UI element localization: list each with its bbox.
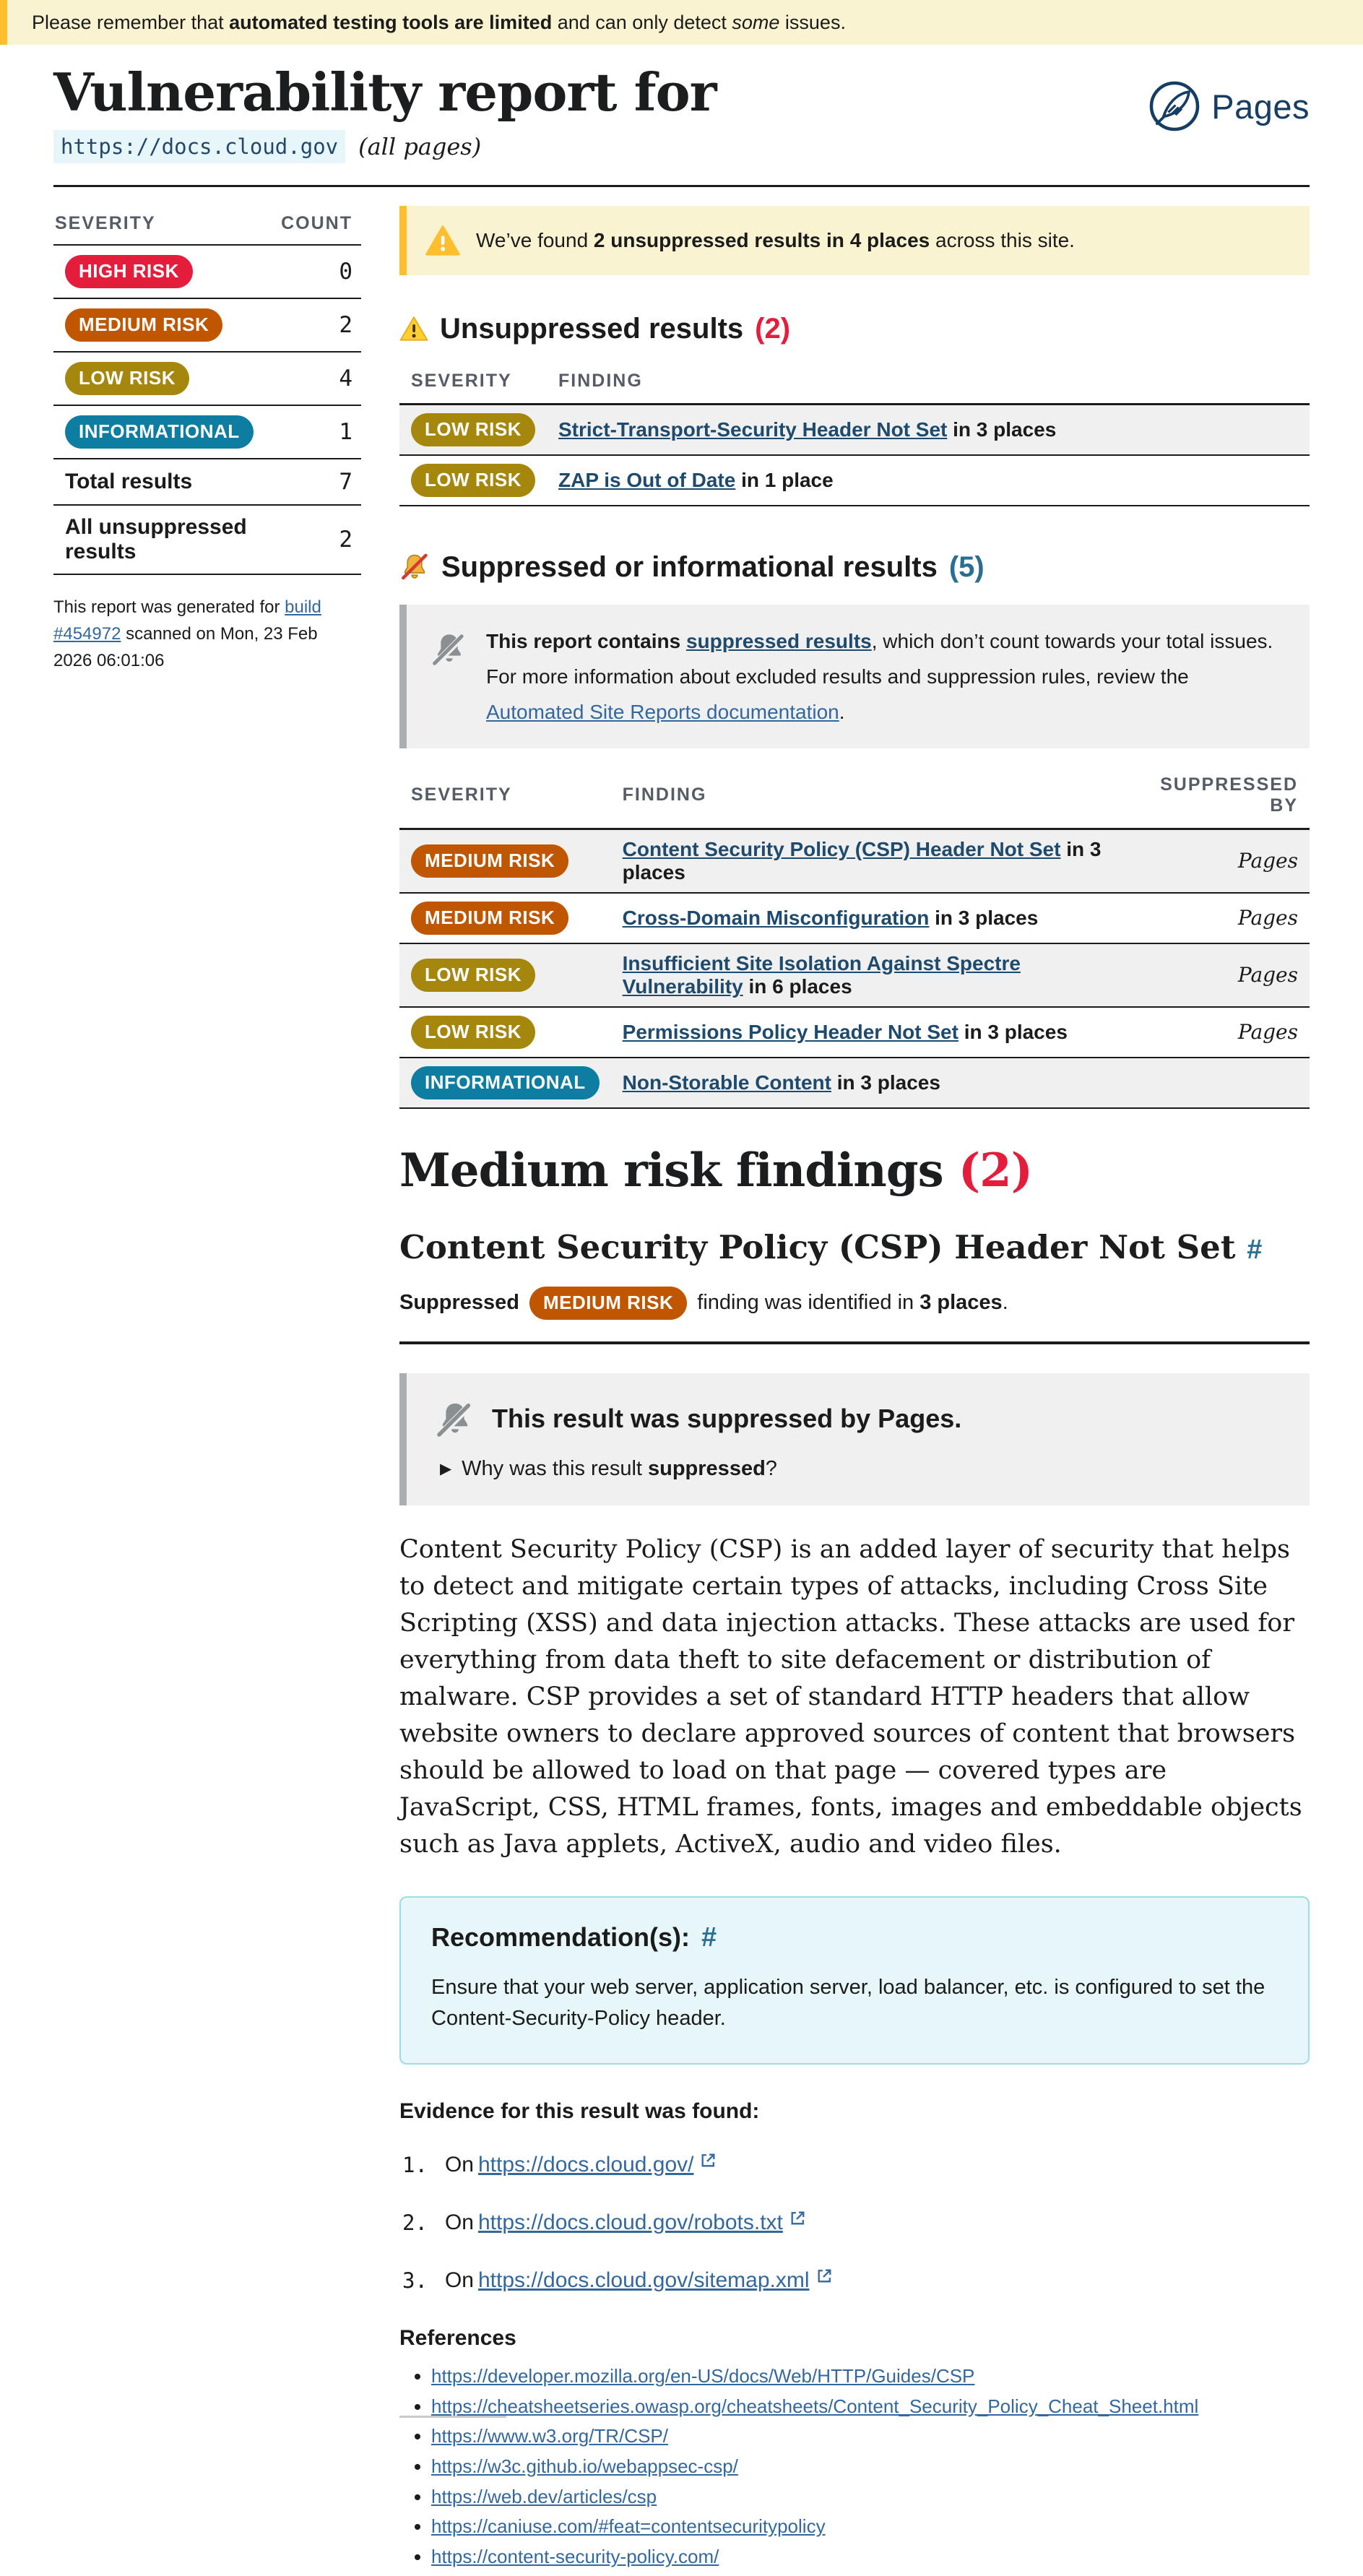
suppressed-note-text: This report contains suppressed results, which don’t count towards your total issues. For more information about excluded results and suppression rules, review the Automated Site Reports documentation. [486,629,1273,723]
reference-item [431,2455,1310,2478]
reference-item [431,2365,1310,2387]
reference-link[interactable]: https://developer.mozilla.org/en-US/docs/Web/HTTP/Guides/CSP [431,2364,975,2387]
reference-item [431,2486,1310,2508]
external-link-icon [815,2267,834,2285]
finding-link[interactable]: ZAP is Out of Date [558,468,736,491]
finding-link[interactable]: Permissions Policy Header Not Set [622,1020,959,1043]
reference-item [431,2515,1310,2538]
evidence-list [399,2153,1310,2293]
evidence-item: On https://docs.cloud.gov/ [402,2153,1310,2177]
low-risk-count: 4 [280,352,361,405]
finding-row: LOW RISK Strict-Transport-Security Header Not Set in 3 places [399,404,1310,455]
evidence-link[interactable]: https://docs.cloud.gov/ [477,2152,694,2177]
finding-divider [399,1341,1310,1344]
suppressed-note-box [399,605,1310,748]
suppressed-by: Pages [1237,849,1298,873]
severity-summary-table [53,206,361,575]
report-main [399,206,1310,2576]
references-list [399,2365,1310,2568]
low-risk-badge: LOW RISK [65,362,189,395]
reference-item [431,2546,1310,2568]
build-link[interactable]: build #454972 [53,597,321,644]
pages-logo [1148,79,1310,133]
medium-risk-count: 2 [280,298,361,352]
alert-text: We’ve found 2 unsuppressed results in 4 places across this site. [476,228,1075,251]
finding-row: LOW RISK Insufficient Site Isolation Against Spectre Vulnerability in 6 places Pages [399,943,1310,1007]
total-results-count: 7 [280,459,361,505]
finding-link[interactable]: Cross-Domain Misconfiguration [622,906,930,929]
why-suppressed-details [440,1457,1281,1481]
references-title: References [399,2325,516,2350]
finding-link[interactable]: Non-Storable Content [622,1071,831,1094]
report-subtitle [53,130,717,163]
site-url: https://docs.cloud.gov [53,130,345,163]
suppressed-by: Pages [1237,963,1298,987]
finding-row: LOW RISK ZAP is Out of Date in 1 place [399,455,1310,506]
reference-item [431,2395,1310,2418]
unsuppressed-alert [399,206,1310,275]
bell-slash-icon [399,552,430,582]
suppressed-by: Pages [1237,906,1298,930]
page-title: Vulnerability report for [53,61,717,124]
high-risk-count: 0 [280,245,361,298]
finding-link[interactable]: Strict-Transport-Security Header Not Set [558,418,948,441]
severity-summary-sidebar [53,206,361,674]
summary-row-high [53,245,361,298]
col-severity: SEVERITY [55,212,156,233]
informational-count: 1 [280,405,361,459]
reference-link[interactable]: https://www.w3.org/TR/CSP/ [431,2425,668,2447]
finding-title: Content Security Policy (CSP) Header Not Set # [399,1227,1263,1266]
summary-row-unsuppressed: All unsuppressed results 2 [53,505,361,574]
medium-risk-heading: Medium risk findings (2) [399,1143,1032,1198]
suppressed-count: (5) [948,550,985,583]
unsuppressed-count: (2) [755,312,791,345]
unsuppressed-section-heading: Unsuppressed results (2) [399,313,1310,345]
banner-text: Please remember that [32,12,230,33]
col-suppressed-by: SUPPRESSED BY [1128,770,1310,829]
suppressed-findings-table [399,770,1310,1109]
recommendation-box [399,1896,1310,2065]
medium-risk-badge: MEDIUM RISK [411,902,568,935]
reference-link[interactable]: https://caniuse.com/#feat=contentsecuritypolicy [431,2515,826,2538]
medium-risk-badge: MEDIUM RISK [529,1287,687,1320]
evidence-title: Evidence for this result was found: [399,2099,760,2123]
finding-row: MEDIUM RISK Cross-Domain Misconfiguration in 3 places Pages [399,893,1310,943]
medium-risk-count: (2) [958,1143,1032,1198]
bell-slash-icon [436,1399,475,1438]
finding-link[interactable]: Content Security Policy (CSP) Header Not Set [622,837,1061,860]
external-link-icon [789,2209,807,2227]
reference-link[interactable]: https://cheatsheetseries.owasp.org/cheatsheets/Content_Security_Policy_Cheat_Sheet.html [431,2395,1199,2417]
build-note: This report was generated for build #454972 scanned on Mon, 23 Feb 2026 06:01:06 [53,597,321,670]
limitation-banner: Please remember that automated testing tools are limited and can only detect some issues. [0,0,1363,45]
finding-description: Content Security Policy (CSP) is an added layer of security that helps to detect and mitigate certain types of attacks, including Cross Site Scripting (XSS) and data injection attacks. These attacks are used for everything from data theft to site defacement or distribution of malware. CSP provides a set of standard HTTP headers that allow website owners to declare approved sources of content that browsers should be allowed to load on that page — covered types are JavaScript, CSS, HTML frames, fonts, images and embeddable objects such as Java applets, ActiveX, audio and video files. [399,1534,1302,1859]
reference-link[interactable]: https://w3c.github.io/webappsec-csp/ [431,2455,738,2477]
warning-icon [425,223,460,258]
reference-item [431,2425,1310,2447]
pages-quill-icon [1148,79,1201,133]
anchor-link[interactable]: # [701,1922,717,1953]
banner-bold: automated testing tools are limited [229,12,553,33]
finding-row: MEDIUM RISK Content Security Policy (CSP) Header Not Set in 3 places Pages [399,829,1310,893]
summary-row-total: Total results 7 [53,459,361,505]
finding-intro: Suppressed MEDIUM RISK finding was identified in 3 places. [399,1287,1310,1320]
anchor-link[interactable]: # [1247,1234,1263,1265]
col-severity: SEVERITY [399,770,611,829]
suppressed-results-link[interactable]: suppressed results [685,629,872,652]
informational-badge: INFORMATIONAL [65,415,254,449]
unsuppressed-results-count: 2 [280,505,361,574]
low-risk-badge: LOW RISK [411,959,535,992]
finding-row: LOW RISK Permissions Policy Header Not Set in 3 places Pages [399,1007,1310,1058]
next-section-cutoff [399,2416,506,2418]
pages-logo-text: Pages [1211,87,1310,126]
evidence-item: On https://docs.cloud.gov/robots.txt [402,2210,1310,2235]
col-count: COUNT [281,212,352,233]
suppression-title: This result was suppressed by Pages. [492,1403,962,1433]
suppressed-by [1128,1058,1310,1108]
low-risk-badge: LOW RISK [411,413,535,446]
medium-risk-badge: MEDIUM RISK [411,844,568,878]
col-severity: SEVERITY [399,366,547,405]
scope-label: (all pages) [358,132,482,160]
header-divider [53,185,1310,187]
recommendation-body: Ensure that your web server, application server, load balancer, etc. is configured to set the Content-Security-Policy header. [431,1975,1265,2030]
finding-row: INFORMATIONAL Non-Storable Content in 3 places [399,1058,1310,1108]
col-finding: FINDING [611,770,1128,829]
reference-link[interactable]: https://content-security-policy.com/ [431,2546,719,2568]
reference-link[interactable]: https://web.dev/articles/csp [431,2485,657,2507]
summary-row-low [53,352,361,405]
suppressed-by: Pages [1237,1020,1298,1045]
external-link-icon [699,2151,717,2169]
informational-badge: INFORMATIONAL [411,1066,600,1099]
documentation-link[interactable]: Automated Site Reports documentation [486,700,839,723]
warning-icon [399,314,428,343]
why-suppressed-summary[interactable]: ▶ Why was this result suppressed? [440,1457,1281,1481]
evidence-link[interactable]: https://docs.cloud.gov/robots.txt [477,2210,783,2234]
evidence-item: On https://docs.cloud.gov/sitemap.xml [402,2268,1310,2293]
bell-slash-icon [431,631,467,667]
recommendation-title: Recommendation(s): [431,1922,691,1953]
report-header [53,61,1310,163]
unsuppressed-findings-table [399,366,1310,506]
suppressed-section-heading: Suppressed or informational results (5) [399,551,1310,583]
suppression-box [399,1373,1310,1505]
summary-row-medium [53,298,361,352]
low-risk-badge: LOW RISK [411,464,535,497]
low-risk-badge: LOW RISK [411,1016,535,1049]
finding-link[interactable]: Insufficient Site Isolation Against Spectre Vulnerability [622,951,1021,998]
col-finding: FINDING [547,366,1310,405]
evidence-link[interactable]: https://docs.cloud.gov/sitemap.xml [477,2268,810,2292]
high-risk-badge: HIGH RISK [65,255,193,288]
medium-risk-badge: MEDIUM RISK [65,308,222,342]
summary-row-info [53,405,361,459]
